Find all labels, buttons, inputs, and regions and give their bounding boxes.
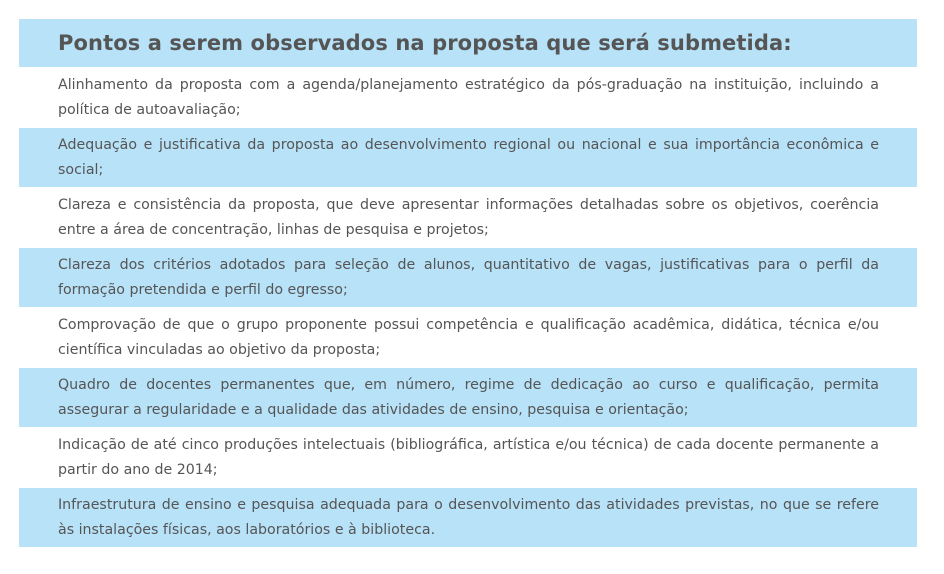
- table-row: [19, 308, 917, 368]
- table-row: [19, 368, 917, 428]
- table-row: [19, 68, 917, 128]
- criterion-text: Comprovação de que o grupo proponente possui competência e qualificação acadêmica, didática, técnica e/ou científica vinculadas ao objetivo da proposta;: [58, 316, 879, 358]
- table-row: [19, 428, 917, 488]
- criterion-text: Clareza e consistência da proposta, que deve apresentar informações detalhadas sobre os objetivos, coerência entre a área de concentração, linhas de pesquisa e projetos;: [58, 196, 879, 238]
- criterion-text: Infraestrutura de ensino e pesquisa adequada para o desenvolvimento das atividades previstas, no que se refere às instalações físicas, aos laboratórios e à biblioteca.: [58, 496, 879, 538]
- table-row: [19, 188, 917, 248]
- table-row: [19, 488, 917, 548]
- criterion-text: Quadro de docentes permanentes que, em número, regime de dedicação ao curso e qualificação, permita assegurar a regularidade e a qualidade das atividades de ensino, pesquisa e orientação;: [58, 376, 879, 418]
- table-row: [19, 248, 917, 308]
- criterion-text: Indicação de até cinco produções intelectuais (bibliográfica, artística e/ou técnica) de cada docente permanente a partir do ano de 2014;: [58, 436, 879, 478]
- criterion-text: Clareza dos critérios adotados para seleção de alunos, quantitativo de vagas, justificativas para o perfil da formação pretendida e perfil do egresso;: [58, 256, 879, 298]
- criterion-text: Alinhamento da proposta com a agenda/planejamento estratégico da pós-graduação na instituição, incluindo a política de autoavaliação;: [58, 76, 879, 118]
- table-row: [19, 128, 917, 188]
- table-header: [19, 19, 917, 68]
- criteria-table: [19, 19, 917, 548]
- table-title: Pontos a serem observados na proposta que será submetida:: [58, 31, 792, 55]
- criterion-text: Adequação e justificativa da proposta ao desenvolvimento regional ou nacional e sua importância econômica e social;: [58, 136, 879, 178]
